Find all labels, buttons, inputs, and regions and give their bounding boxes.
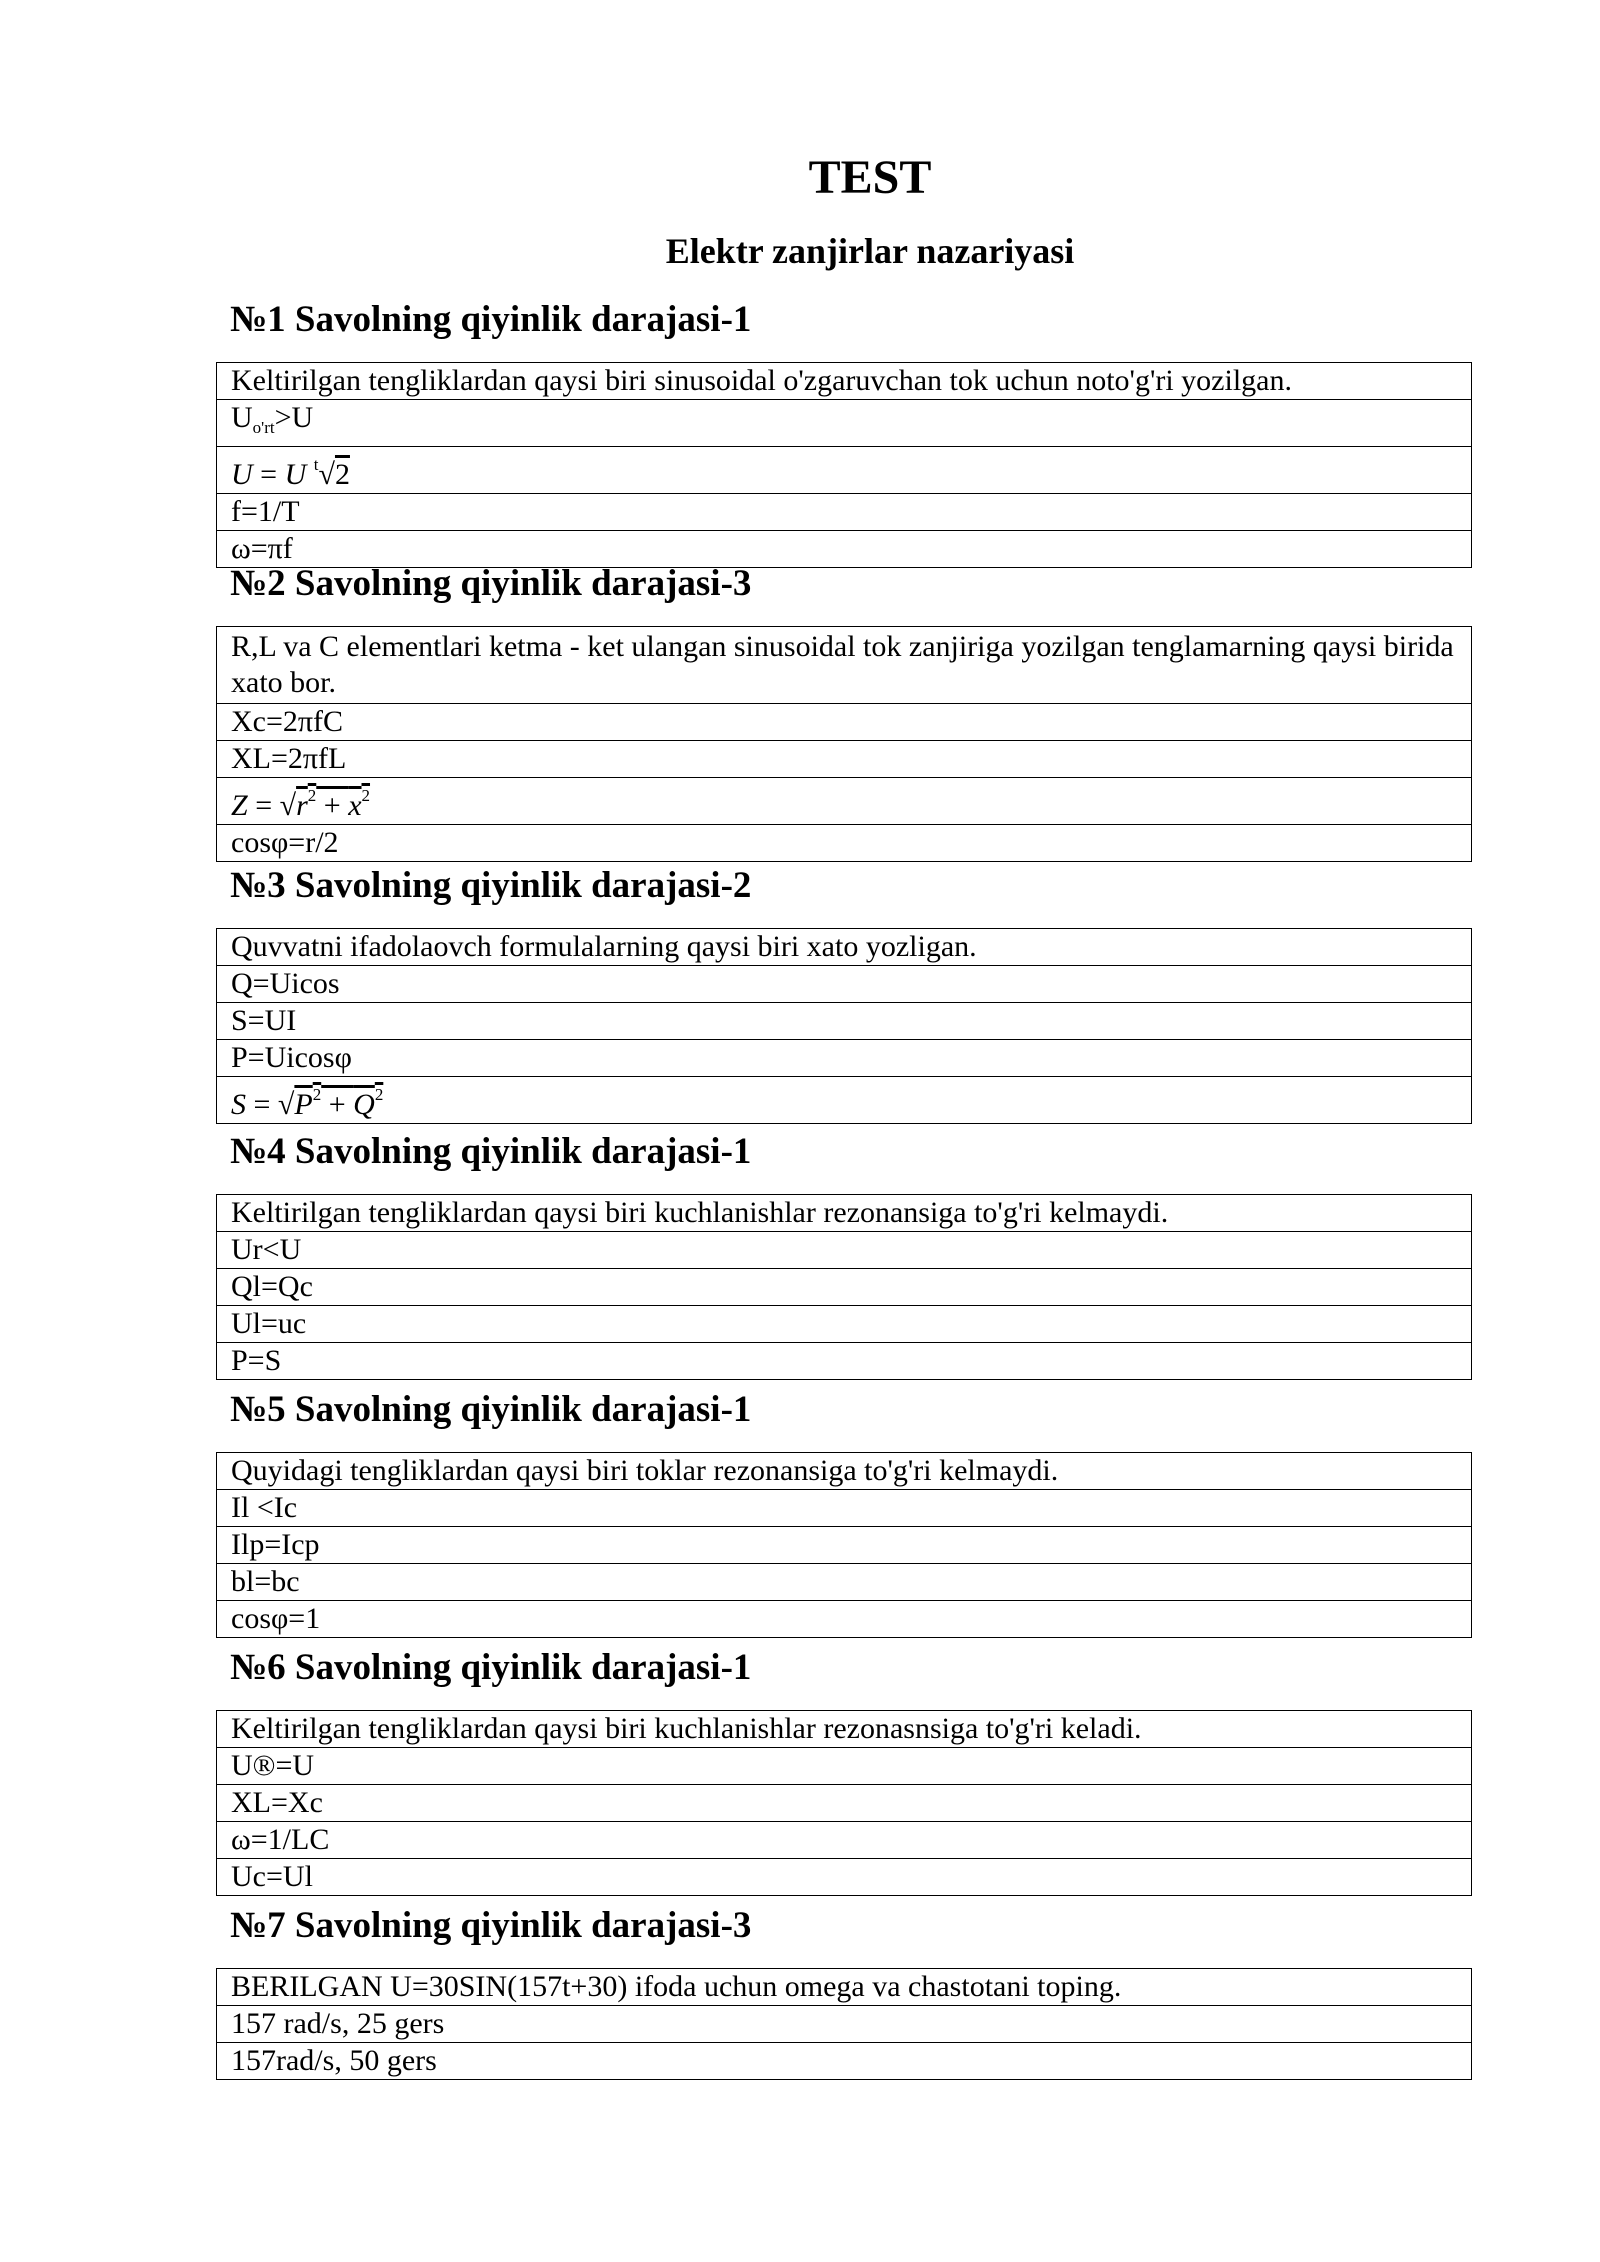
question-7-heading: №7 Savolning qiyinlik darajasi-3 <box>230 1905 752 1946</box>
question-text: R,L va C elementlari ketma - ket ulangan sinusoidal tok zanjiriga yozilgan tenglamarning qaysi birida xato bor. <box>217 627 1472 704</box>
answer-option: 157 rad/s, 25 gers <box>217 2006 1472 2043</box>
answer-option: U = U $^t$√2 <box>217 447 1472 494</box>
answer-option: XL=2πfL <box>217 741 1472 778</box>
answer-option: ω=πf <box>217 531 1472 568</box>
question-4-table <box>216 1194 1472 1380</box>
question-text: Keltirilgan tengliklardan qaysi biri kuchlanishlar rezonansiga to'g'ri kelmaydi. <box>217 1195 1472 1232</box>
question-5-table <box>216 1452 1472 1638</box>
answer-option: P=Uicosφ <box>217 1040 1472 1077</box>
answer-option: ω=1/LC <box>217 1822 1472 1859</box>
question-text: Keltirilgan tengliklardan qaysi biri kuchlanishlar rezonasnsiga to'g'ri keladi. <box>217 1711 1472 1748</box>
question-5-heading: №5 Savolning qiyinlik darajasi-1 <box>230 1389 752 1430</box>
answer-option: Ilp=Icp <box>217 1527 1472 1564</box>
answer-option: f=1/T <box>217 494 1472 531</box>
answer-option: Il <Ic <box>217 1490 1472 1527</box>
question-2-table <box>216 626 1472 862</box>
question-7-table <box>216 1968 1472 2080</box>
answer-option: Xc=2πfC <box>217 704 1472 741</box>
page-title: TEST <box>808 151 932 204</box>
question-3-heading: №3 Savolning qiyinlik darajasi-2 <box>230 865 752 906</box>
question-text: Keltirilgan tengliklardan qaysi biri sinusoidal o'zgaruvchan tok uchun noto'g'ri yozilgan. <box>217 363 1472 400</box>
question-3-table <box>216 928 1472 1124</box>
question-4-heading: №4 Savolning qiyinlik darajasi-1 <box>230 1131 752 1172</box>
answer-option: U®=U <box>217 1748 1472 1785</box>
answer-option: bl=bc <box>217 1564 1472 1601</box>
answer-option: Ul=uc <box>217 1306 1472 1343</box>
answer-option: XL=Xc <box>217 1785 1472 1822</box>
answer-option: $Z = √r^2 + x^2$ <box>217 778 1472 825</box>
answer-option: Uc=Ul <box>217 1859 1472 1896</box>
answer-option: $S = √P^2 + Q^2$ <box>217 1077 1472 1124</box>
question-1-table <box>216 362 1472 568</box>
answer-option: 157rad/s, 50 gers <box>217 2043 1472 2080</box>
answer-option: Q=Uicos <box>217 966 1472 1003</box>
question-6-heading: №6 Savolning qiyinlik darajasi-1 <box>230 1647 752 1688</box>
answer-option: $U_{o'rt}>U$ <box>217 400 1472 447</box>
answer-option: S=UI <box>217 1003 1472 1040</box>
answer-option: Ql=Qc <box>217 1269 1472 1306</box>
answer-option: cosφ=r/2 <box>217 825 1472 862</box>
answer-option: Ur<U <box>217 1232 1472 1269</box>
answer-option: cosφ=1 <box>217 1601 1472 1638</box>
question-text: BERILGAN U=30SIN(157t+30) ifoda uchun omega va chastotani toping. <box>217 1969 1472 2006</box>
question-text: Quyidagi tengliklardan qaysi biri toklar rezonansiga to'g'ri kelmaydi. <box>217 1453 1472 1490</box>
question-2-heading: №2 Savolning qiyinlik darajasi-3 <box>230 563 752 604</box>
question-6-table <box>216 1710 1472 1896</box>
answer-option: P=S <box>217 1343 1472 1380</box>
page-subtitle: Elektr zanjirlar nazariyasi <box>665 231 1075 271</box>
question-1-heading: №1 Savolning qiyinlik darajasi-1 <box>230 299 752 340</box>
question-text: Quvvatni ifadolaovch formulalarning qaysi biri xato yozligan. <box>217 929 1472 966</box>
